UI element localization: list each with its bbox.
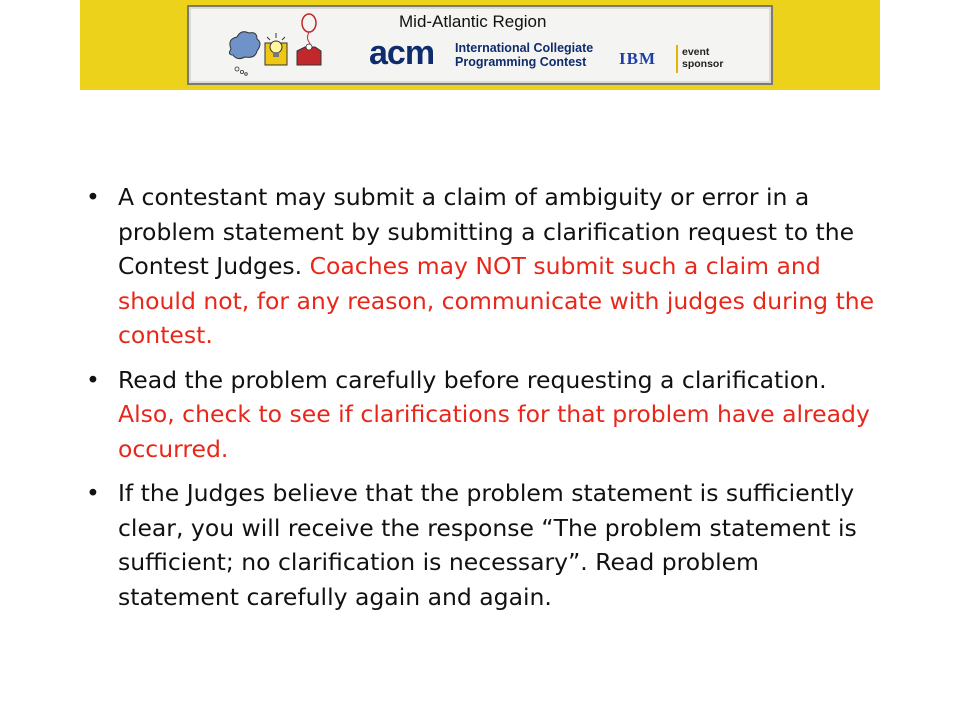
bullet-dot: • xyxy=(86,479,100,507)
header-banner xyxy=(80,0,880,90)
bullet-text xyxy=(118,476,886,614)
bullet-dot: • xyxy=(86,365,100,394)
sponsor-line2: sponsor xyxy=(682,58,724,70)
bullet-body: If the Judges believe that the problem statement is sufficiently clear, you will receive the response “The problem statement is sufficient; no clarification is necessary”. Read problem statement carefully again and again. xyxy=(118,479,857,611)
lightbulb-icon xyxy=(265,33,287,65)
balloon-person-icon xyxy=(297,14,321,65)
bullet-body: A contestant may submit a claim of ambiguity or error in a problem statement by submitting a clarification request to the Contest Judges. xyxy=(118,183,855,280)
region-title: Mid-Atlantic Region xyxy=(399,12,547,31)
bullet-text xyxy=(118,180,886,353)
sponsor-divider xyxy=(676,45,678,73)
bullet-item xyxy=(86,476,886,614)
bullet-body: Read the problem carefully before requesting a clarification. xyxy=(118,365,827,394)
thought-bubble-icon xyxy=(229,32,260,76)
contest-name-line2: Programming Contest xyxy=(455,55,587,69)
bullet-dot: • xyxy=(86,183,100,211)
acm-logo: acm xyxy=(369,34,435,72)
bullet-item xyxy=(86,180,886,353)
bullet-highlight: Coaches may NOT submit such a claim and should not, for any reason, communicate with judges during the contest. xyxy=(118,252,875,349)
sponsor-label xyxy=(682,46,723,70)
bullet-highlight: Also, check to see if clarifications for that problem have already occurred. xyxy=(118,400,870,463)
bullet-text xyxy=(118,363,886,467)
contest-logo-card xyxy=(187,5,773,85)
ibm-logo: IBM xyxy=(619,49,656,68)
contest-name-line1: International Collegiate xyxy=(455,41,594,55)
slide-body xyxy=(86,180,886,624)
bullet-item xyxy=(86,363,886,467)
icpc-logo-art xyxy=(225,9,335,81)
sponsor-line1: event xyxy=(682,46,710,58)
contest-name xyxy=(455,41,625,69)
